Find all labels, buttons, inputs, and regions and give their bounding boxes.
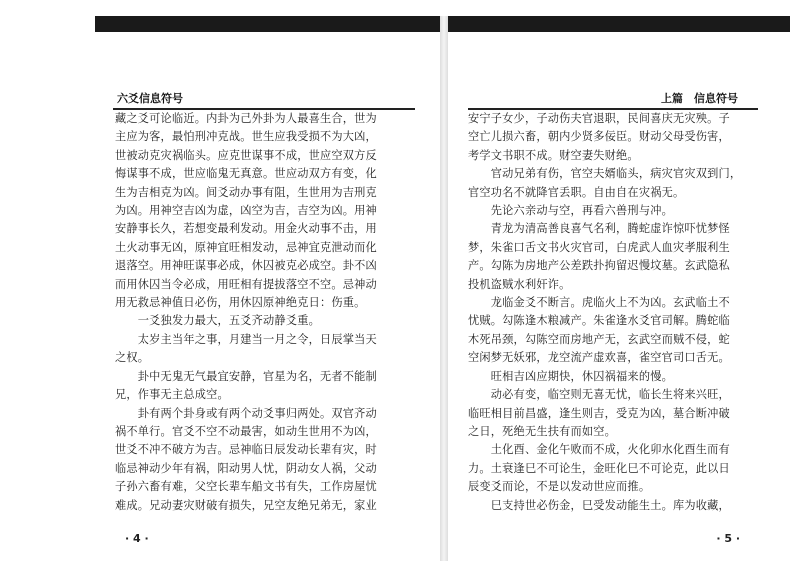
text-line: 藏之爻可论临近。内卦为己外卦为人最喜生合，世为 [115, 112, 377, 125]
text-line: 世被动克灾祸临头。应克世谋事不成，世应空双方反 [115, 148, 377, 162]
text-line: 卦中无鬼无气最宜安静，官星为名，无者不能制 [115, 369, 377, 383]
text-line: 卦有两个卦身或有两个动爻事归两处。双官齐动 [115, 406, 377, 420]
text-line: 临忌神动少年有祸，阳动男人忧，阴动女人祸，父动 [115, 461, 377, 475]
text-line: 生为吉相克为凶。间爻动办事有阻，生世用为吉刑克 [115, 185, 377, 199]
text-line: 之权。 [115, 351, 150, 365]
text-line: 龙临金爻不断言。虎临火上不为凶。玄武临土不 [468, 296, 730, 310]
text-line: 巳支持世必伤金，巳受发动能生土。库为收藏， [468, 498, 730, 512]
text-line: 临旺相目前昌盛，逢生则吉，受克为凶，墓合断冲破 [468, 406, 730, 420]
text-line: 青龙为清高善良喜气名利，腾蛇虚诈惊吓忧梦怪 [468, 222, 730, 236]
right-page-body [468, 110, 760, 515]
text-line: 辰变爻而论，不是以发动世应而推。 [468, 480, 651, 494]
book-spine [440, 16, 448, 561]
right-page-number: · 5 · [716, 532, 740, 545]
text-line: 先论六亲动与空，再看六兽刑与冲。 [468, 204, 673, 218]
text-line: 兄，作事无主总成空。 [115, 388, 229, 402]
text-line: 投机盗贼水利奸诈。 [468, 277, 571, 291]
text-line: 官空功名不就降官丢职。自由自在灾祸无。 [468, 185, 685, 199]
text-line: 空亡儿损六畜，朝内少贤多佞臣。财动父母受伤害， [468, 130, 730, 144]
left-page-header: 六爻信息符号 [117, 92, 183, 105]
text-line: 忧贼。勾陈逢木粮减产。朱雀逢水爻官司解。腾蛇临 [468, 314, 730, 328]
text-line: 用无救忌神值日必伤，用休囚原神绝克日：伤重。 [115, 296, 366, 310]
text-line: 退落空。用神旺谋事必成，休囚被克必成空。卦不凶 [115, 259, 377, 273]
text-line: 悔谋事不成，世应临鬼无真意。世应动双方有变，化 [115, 167, 377, 181]
text-line: 官动兄弟有伤，官空夫婿临头，病灾官灾双到门， [468, 167, 742, 181]
text-line: 木死吊颈，勾陈空而房地产无，玄武空而贼不侵，蛇 [468, 332, 730, 346]
left-page-number: · 4 · [125, 532, 149, 545]
text-line: 世爻不冲不破方为吉。忌神临日辰发动长辈有灾，时 [115, 443, 377, 457]
text-line: 子孙六畜有难，父空长辈车船文书有失，工作房屋忧 [115, 480, 377, 494]
text-line: 而用休囚当令必成，用旺相有提拔落空不空。忌神动 [115, 277, 377, 291]
text-line: 主应为客，最怕刑冲克战。世生应我受损不为大凶， [115, 130, 377, 144]
text-line: 一爻独发力最大，五爻齐动静爻重。 [115, 314, 320, 328]
text-line: 太岁主当年之事，月建当一月之令，日辰掌当天 [115, 332, 377, 346]
right-page-header: 上篇 信息符号 [661, 92, 738, 105]
text-line: 土化酉、金化午败而不成，火化卯水化酉生而有 [468, 443, 730, 457]
left-page [95, 16, 440, 561]
text-line: 难成。兄动妻灾财破有损失，兄空友绝兄弟无，家业 [115, 498, 377, 512]
text-line: 产。勾陈为房地产公差跌扑拘留迟慢坟墓。玄武隐私 [468, 259, 730, 273]
text-line: 之日，死绝无生扶有而如空。 [468, 424, 617, 438]
text-line: 安宁子女少，子动伤夫官退职，民间喜庆无灾殃。子 [468, 112, 730, 125]
text-line: 空闲梦无妖邪，龙空流产虚欢喜，雀空官司口舌无。 [468, 351, 730, 365]
text-line: 安静事长久，若想变最利发动。用金火动事不击，用 [115, 222, 377, 236]
text-line: 力。土衰逢巳不可论生，金旺化巳不可论克，此以日 [468, 461, 730, 475]
left-page-body [115, 110, 415, 515]
text-line: 为凶。用神空吉凶为虚，凶空为吉，吉空为凶。用神 [115, 204, 377, 218]
text-line: 土火动事无凶，原神宜旺相发动，忌神宜克泄动而化 [115, 240, 377, 254]
text-line: 梦，朱雀口舌文书火灾官司，白虎武人血灾孝服利生 [468, 240, 730, 254]
text-line: 动必有变，临空则无喜无忧，临长生将来兴旺， [468, 388, 730, 402]
right-page [448, 16, 790, 561]
text-line: 旺相吉凶应期快，休囚祸福来的慢。 [468, 369, 673, 383]
text-line: 祸不单行。官爻不空不动最害，如动生世用不为凶， [115, 424, 377, 438]
text-line: 考学文书职不成。财空妻失财绝。 [468, 148, 639, 162]
